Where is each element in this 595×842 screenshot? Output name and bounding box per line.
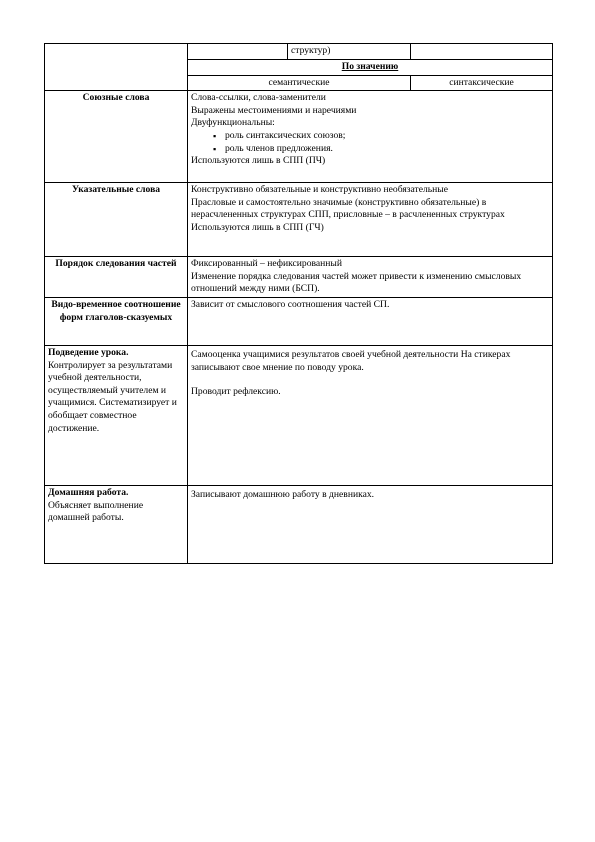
demonstr-line-2: Прасловые и самостоятельно значимые (конструктивно обязательные) в нерасчлененных структурах СПП, присловные – в расчлененных структурах (191, 196, 505, 221)
summary-left-cell (45, 345, 188, 485)
summary-left-text: Контролирует за результатами учебной деятельности, осуществляемый учителем и учащимися. Систематизирует и обобщает совместное достижение. (48, 359, 177, 434)
demonstr-words-content (188, 183, 553, 257)
meaning-title: По значению (188, 59, 553, 75)
conj-line-2: Выражены местоимениями и наречиями (191, 104, 357, 116)
order-content (188, 257, 553, 298)
table-row (45, 257, 553, 298)
syntactic-header: синтаксические (411, 75, 553, 91)
order-line-1: Фиксированный – нефиксированный (191, 258, 343, 270)
table-row (45, 91, 553, 183)
header-blank-cell (188, 44, 288, 60)
table-row (45, 345, 553, 485)
table-row (45, 44, 553, 60)
summary-right-line-2: Проводит рефлексию. (191, 386, 281, 398)
homework-title: Домашняя работа. (48, 486, 129, 498)
demonstr-words-label: Указательные слова (45, 183, 188, 257)
header-blank-cell-right (411, 44, 553, 60)
conj-line-last: Используются лишь в СПП (ПЧ) (191, 155, 326, 167)
aspect-content: Зависит от смыслового соотношения частей СП. (188, 297, 553, 345)
summary-right-cell (188, 345, 553, 485)
table-row (45, 485, 553, 563)
demonstr-line-1: Конструктивно обязательные и конструктивно необязательные (191, 184, 448, 196)
demonstr-line-3: Используются лишь в СПП (ГЧ) (191, 221, 324, 233)
header-structures-cell: структур) (288, 44, 411, 60)
header-empty-cell (45, 44, 188, 91)
conj-bullet-list (191, 130, 549, 155)
conj-words-label: Союзные слова (45, 91, 188, 183)
list-item: ▪ роль синтаксических союзов; (213, 130, 549, 143)
homework-right-cell: Записывают домашнюю работу в дневниках. (188, 485, 553, 563)
order-line-2: Изменение порядка следования частей может привести к изменению смысловых отношений между ними (БСП). (191, 270, 522, 295)
summary-spacer (191, 374, 549, 386)
aspect-label: Видо-временное соотношение форм глаголов-сказуемых (45, 297, 188, 345)
conj-line-3: Двуфункциональны: (191, 117, 275, 129)
semantic-header: семантические (188, 75, 411, 91)
list-item: ▪ роль членов предложения. (213, 143, 549, 156)
homework-left-cell (45, 485, 188, 563)
table-row (45, 183, 553, 257)
table-row (45, 297, 553, 345)
summary-title: Подведение урока. (48, 346, 129, 358)
lesson-table (44, 43, 553, 564)
order-label: Порядок следования частей (45, 257, 188, 298)
homework-left-text: Объясняет выполнение домашней работы. (48, 499, 144, 524)
conj-line-1: Слова-ссылки, слова-заменители (191, 92, 326, 104)
summary-right-line-1: Самооценка учащимися результатов своей учебной деятельности На стикерах записывают свое мнение по поводу урока. (191, 348, 511, 373)
conj-words-content (188, 91, 553, 183)
